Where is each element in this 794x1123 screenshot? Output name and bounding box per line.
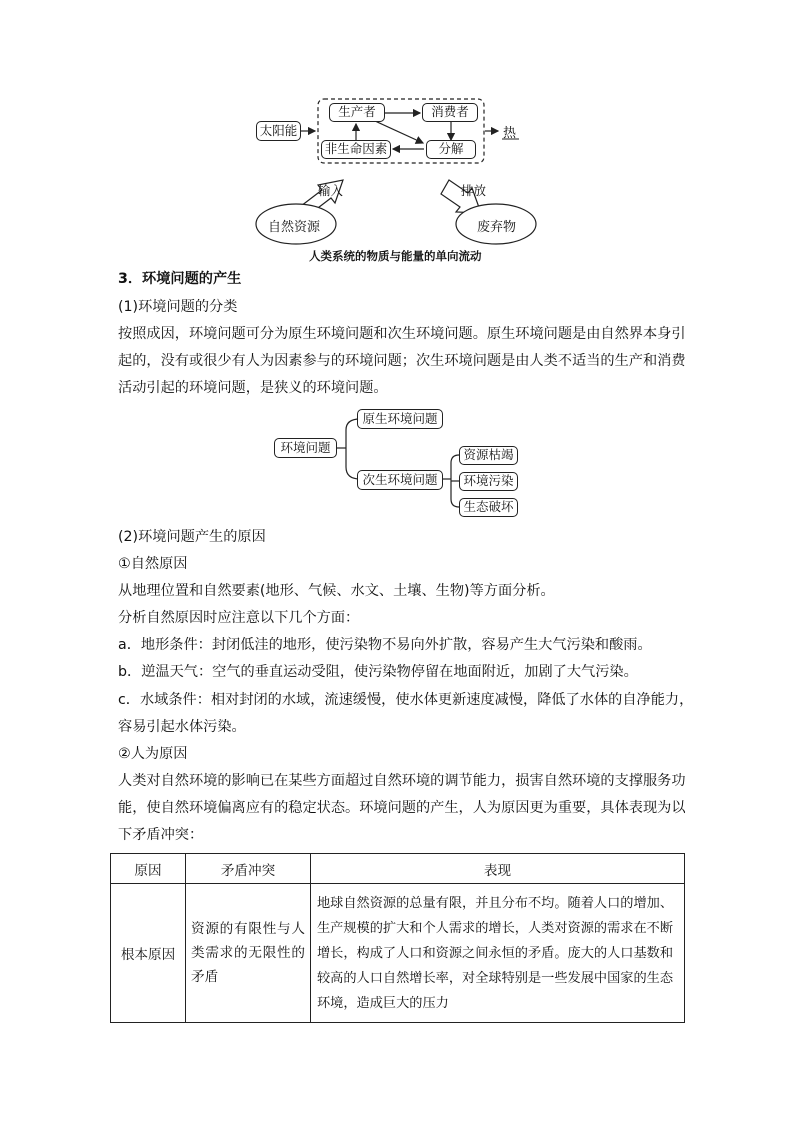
table-header-row [111,854,685,884]
heat-label: 热 [503,126,517,141]
table-header-performance: 表现 [311,854,685,884]
human-causes-line: 能，使自然环境偏离应有的稳定状态。环境问题的产生，人为原因更为重要，具体表现为以 [118,800,686,816]
natural-causes-line: b．逆温天气：空气的垂直运动受阻，使污染物停留在地面附近，加剧了大气污染。 [118,664,638,680]
environmental-pollution-box: 环境污染 [459,472,518,491]
ecological-damage-box: 生态破坏 [459,498,518,517]
table-cell-conflict: 资源的有限性与人类需求的无限性的矛盾 [186,884,311,1023]
natural-causes-line: 分析自然原因时应注意以下几个方面： [118,610,360,626]
output-label: 排放 [461,183,487,198]
solar-energy-box: 太阳能 [256,121,301,141]
table-header-cause: 原因 [111,854,186,884]
resource-depletion-box: 资源枯竭 [459,446,518,465]
natural-causes-line: c．水域条件：相对封闭的水域，流速缓慢，使水体更新速度减慢，降低了水体的自净能力， [118,692,694,708]
natural-causes-line: 从地理位置和自然要素(地形、气候、水文、土壤、生物)等方面分析。 [118,583,555,599]
paragraph-line: 活动引起的环境问题，是狭义的环境问题。 [118,380,388,396]
table-cell-performance: 地球自然资源的总量有限，并且分布不均。随着人口的增加、生产规模的扩大和个人需求的增长，人类对资源的需求在不断增长，构成了人口和资源之间永恒的矛盾。庞大的人口基数和较高的人口自然增长率，对全球特别是一些发展中国家的生态环境，造成巨大的压力 [311,884,685,1023]
primary-problems-box: 原生环境问题 [357,409,443,429]
consumer-box: 消费者 [422,103,478,122]
subsection-classification: (1)环境问题的分类 [118,299,238,315]
input-label: 输入 [318,183,344,198]
paragraph-line: 起的，没有或很少有人为因素参与的环境问题；次生环境问题是由人类不适当的生产和消费 [118,353,686,369]
section-title: 3．环境问题的产生 [118,271,242,287]
environmental-problems-box: 环境问题 [274,438,337,458]
table-header-conflict: 矛盾冲突 [186,854,311,884]
abiotic-factors-box: 非生命因素 [321,140,391,159]
subsection-causes: (2)环境问题产生的原因 [118,529,266,545]
natural-causes-line: 容易引起水体污染。 [118,719,246,735]
table-cell-cause: 根本原因 [111,884,186,1023]
human-causes-line: 下矛盾冲突： [118,827,204,843]
decompose-box: 分解 [426,140,476,159]
contradiction-table [110,853,685,1023]
table-row [111,884,685,1023]
human-causes-title: ②人为原因 [118,746,188,762]
flow-diagram-lines [0,0,794,270]
natural-causes-line: a．地形条件：封闭低洼的地形，使污染物不易向外扩散，容易产生大气污染和酸雨。 [118,637,652,653]
human-causes-line: 人类对自然环境的影响已在某些方面超过自然环境的调节能力，损害自然环境的支撑服务功 [118,773,686,789]
producer-box: 生产者 [329,103,385,122]
secondary-problems-box: 次生环境问题 [357,470,443,490]
diagram-caption: 人类系统的物质与能量的单向流动 [309,249,482,263]
waste-label: 废弃物 [477,220,517,235]
natural-causes-title: ①自然原因 [118,556,188,572]
paragraph-line: 按照成因，环境问题可分为原生环境问题和次生环境问题。原生环境问题是由自然界本身引 [118,326,686,342]
natural-resources-label: 自然资源 [268,220,321,235]
